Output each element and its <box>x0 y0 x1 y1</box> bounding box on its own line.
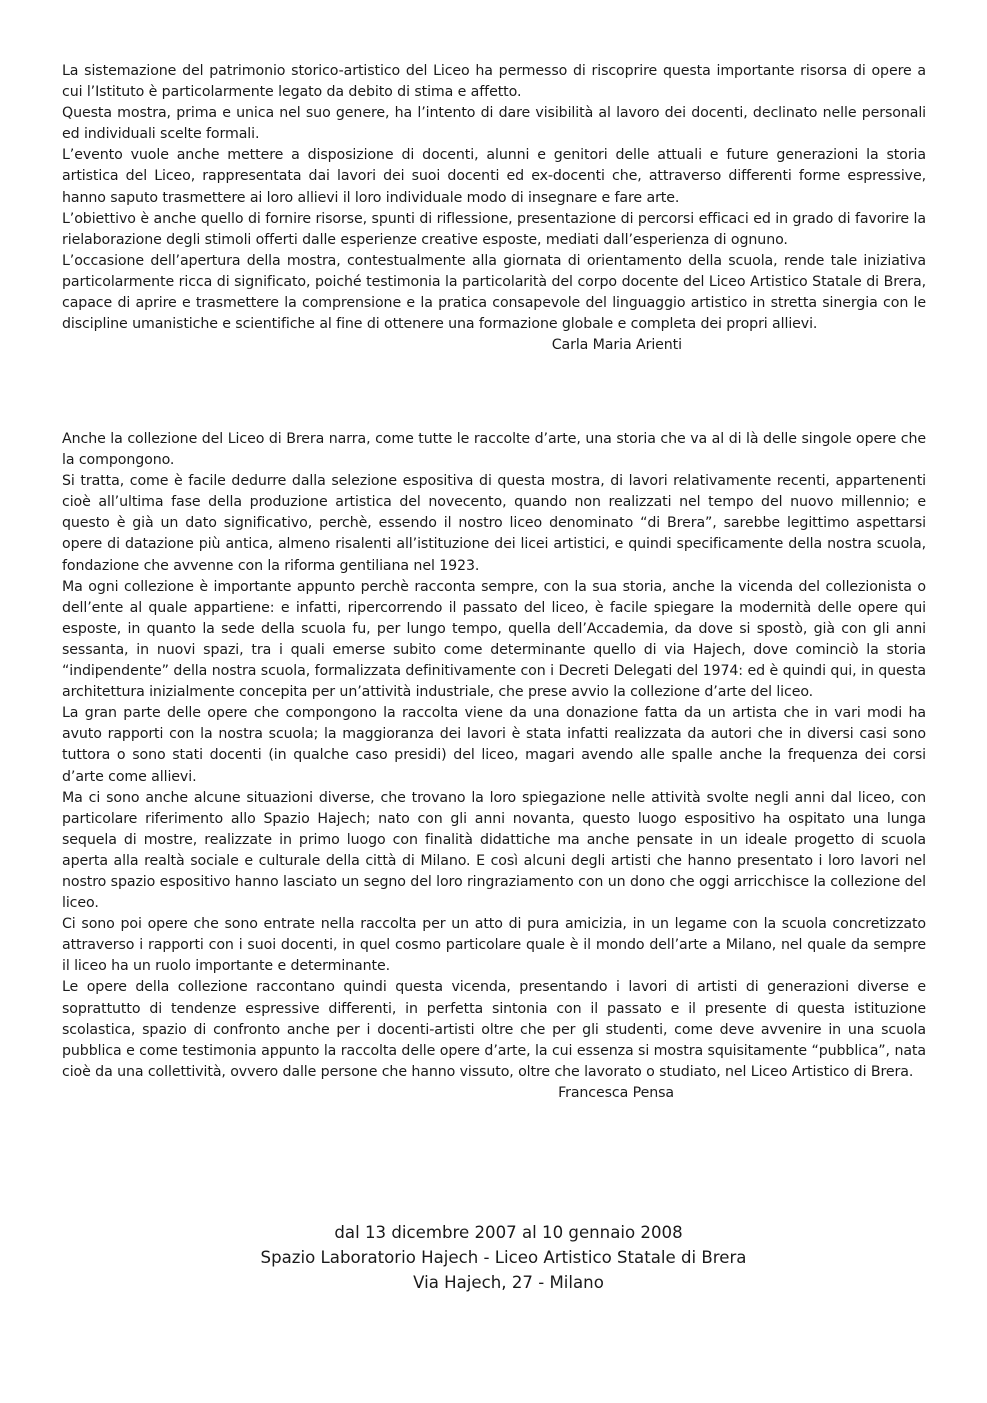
exhibition-info <box>0 1220 987 1295</box>
paragraph: Ci sono poi opere che sono entrate nella raccolta per un atto di pura amicizia, in un legame con la scuola concretizzato attraverso i rapporti con i suoi docenti, in quel cosmo particolare quale è il mondo dell’arte a Milano, nel quale da sempre il liceo ha un ruolo importante e determinante. <box>62 916 926 975</box>
paragraph: L’occasione dell’apertura della mostra, contestualmente alla giornata di orientamento della scuola, rende tale iniziativa particolarmente ricca di significato, poiché testimonia la particolarità del corpo docente del Liceo Artistico Statale di Brera, capace di aprire e trasmettere la comprensione e la pratica consapevole del linguaggio artistico in stretta sinergia con le discipline umanistiche e scientifiche al fine di ottenere una formazione globale e completa dei propri allievi. <box>62 252 926 333</box>
paragraph: Anche la collezione del Liceo di Brera narra, come tutte le raccolte d’arte, una storia che va al di là delle singole opere che la compongono. <box>62 431 926 469</box>
paragraph: Ma ci sono anche alcune situazioni diverse, che trovano la loro spiegazione nelle attività svolte negli anni dal liceo, con particolare riferimento allo Spazio Hajech; nato con gli anni novanta, questo luogo espositivo ha ospitato una lunga sequela di mostre, realizzate in primo luogo con finalità didattiche ma anche pensate in un ideale progetto di scuola aperta alla realtà sociale e culturale della città di Milano. E così alcuni degli artisti che hanno presentato i loro lavori nel nostro spazio espositivo hanno lasciato un segno del loro ringraziamento con un dono che oggi arricchisce la collezione del liceo. <box>62 789 926 912</box>
exhibition-venue: Spazio Laboratorio Hajech - Liceo Artistico Statale di Brera <box>260 1248 747 1267</box>
paragraph: Questa mostra, prima e unica nel suo genere, ha l’intento di dare visibilità al lavoro dei docenti, declinato nelle personali ed individuali scelte formali. <box>62 105 926 143</box>
paragraph: L’evento vuole anche mettere a disposizione di docenti, alunni e genitori delle attuali e future generazioni la storia artistica del Liceo, rappresentata dai lavori dei suoi docenti ed ex-docenti che, attraverso differenti forme espressive, hanno saputo trasmettere ai loro allievi il loro individuale modo di insegnare e fare arte. <box>62 147 926 206</box>
exhibition-dates: dal 13 dicembre 2007 al 10 gennaio 2008 <box>334 1223 683 1242</box>
author-signature: Francesca Pensa <box>558 1084 674 1101</box>
essay-pensa <box>62 429 926 1104</box>
paragraph: La sistemazione del patrimonio storico-artistico del Liceo ha permesso di riscoprire questa importante risorsa di opere a cui l’Istituto è particolarmente legato da debito di stima e affetto. <box>62 63 926 101</box>
paragraph: L’obiettivo è anche quello di fornire risorse, spunti di riflessione, presentazione di percorsi efficaci ed in grado di favorire la rielaborazione degli stimoli offerti dalle esperienze creative esposte, mediati dall’esperienza di ognuno. <box>62 210 926 248</box>
exhibition-address: Via Hajech, 27 - Milano <box>413 1273 604 1292</box>
paragraph: Si tratta, come è facile dedurre dalla selezione espositiva di questa mostra, di lavori relativamente recenti, appartenenti cioè all’ultima fase della produzione artistica del novecento, quando non realizzati nel tempo del nuovo millennio; e questo è già un dato significativo, perchè, essendo il nostro liceo denominato “di Brera”, sarebbe legittimo aspettarsi opere di datazione più antica, almeno risalenti all’istituzione dei licei artistici, e quindi specificamente della nostra scuola, fondazione che avvenne con la riforma gentiliana nel 1923. <box>62 473 926 574</box>
paragraph: La gran parte delle opere che compongono la raccolta viene da una donazione fatta da un artista che in vari modi ha avuto rapporti con la nostra scuola; la maggioranza dei lavori è stata infatti realizzata da autori che in diversi casi sono tuttora o sono stati docenti (in qualche caso presidi) del liceo, magari avendo alle spalle anche la frequenza dei corsi d’arte come allievi. <box>62 705 926 785</box>
author-signature: Carla Maria Arienti <box>551 337 682 354</box>
paragraph: Ma ogni collezione è importante appunto perchè racconta sempre, con la sua storia, anche la vicenda del collezionista o dell’ente al quale appartiene: e infatti, ripercorrendo il passato del liceo, è facile spiegare la modernità delle opere qui esposte, in quanto la sede della scuola fu, per lungo tempo, quella dell’Accademia, da dove si spostò, già con gli anni sessanta, in nuovi spazi, tra i quali emerse subito come determinante quello di via Hajech, dove cominciò la storia “indipendente” della nostra scuola, formalizzata definitivamente con i Decreti Delegati del 1974: ed è quindi qui, in questa architettura inizialmente concepita per un’attività industriale, che prese avvio la collezione d’arte del liceo. <box>62 578 926 701</box>
paragraph: Le opere della collezione raccontano quindi questa vicenda, presentando i lavori di artisti di generazioni diverse e soprattutto di tendenze espressive differenti, in perfetta sintonia con il passato e il presente di questa istituzione scolastica, spazio di confronto anche per i docenti-artisti oltre che per gli studenti, come deve avvenire in una scuola pubblica e come testimonia appunto la raccolta delle opere d’arte, la cui essenza si mostra squisitamente “pubblica”, nata cioè da una collettività, ovvero dalle persone che hanno vissuto, oltre che lavorato o studiato, nel Liceo Artistico di Brera. <box>62 979 926 1080</box>
essay-arienti <box>62 61 926 356</box>
